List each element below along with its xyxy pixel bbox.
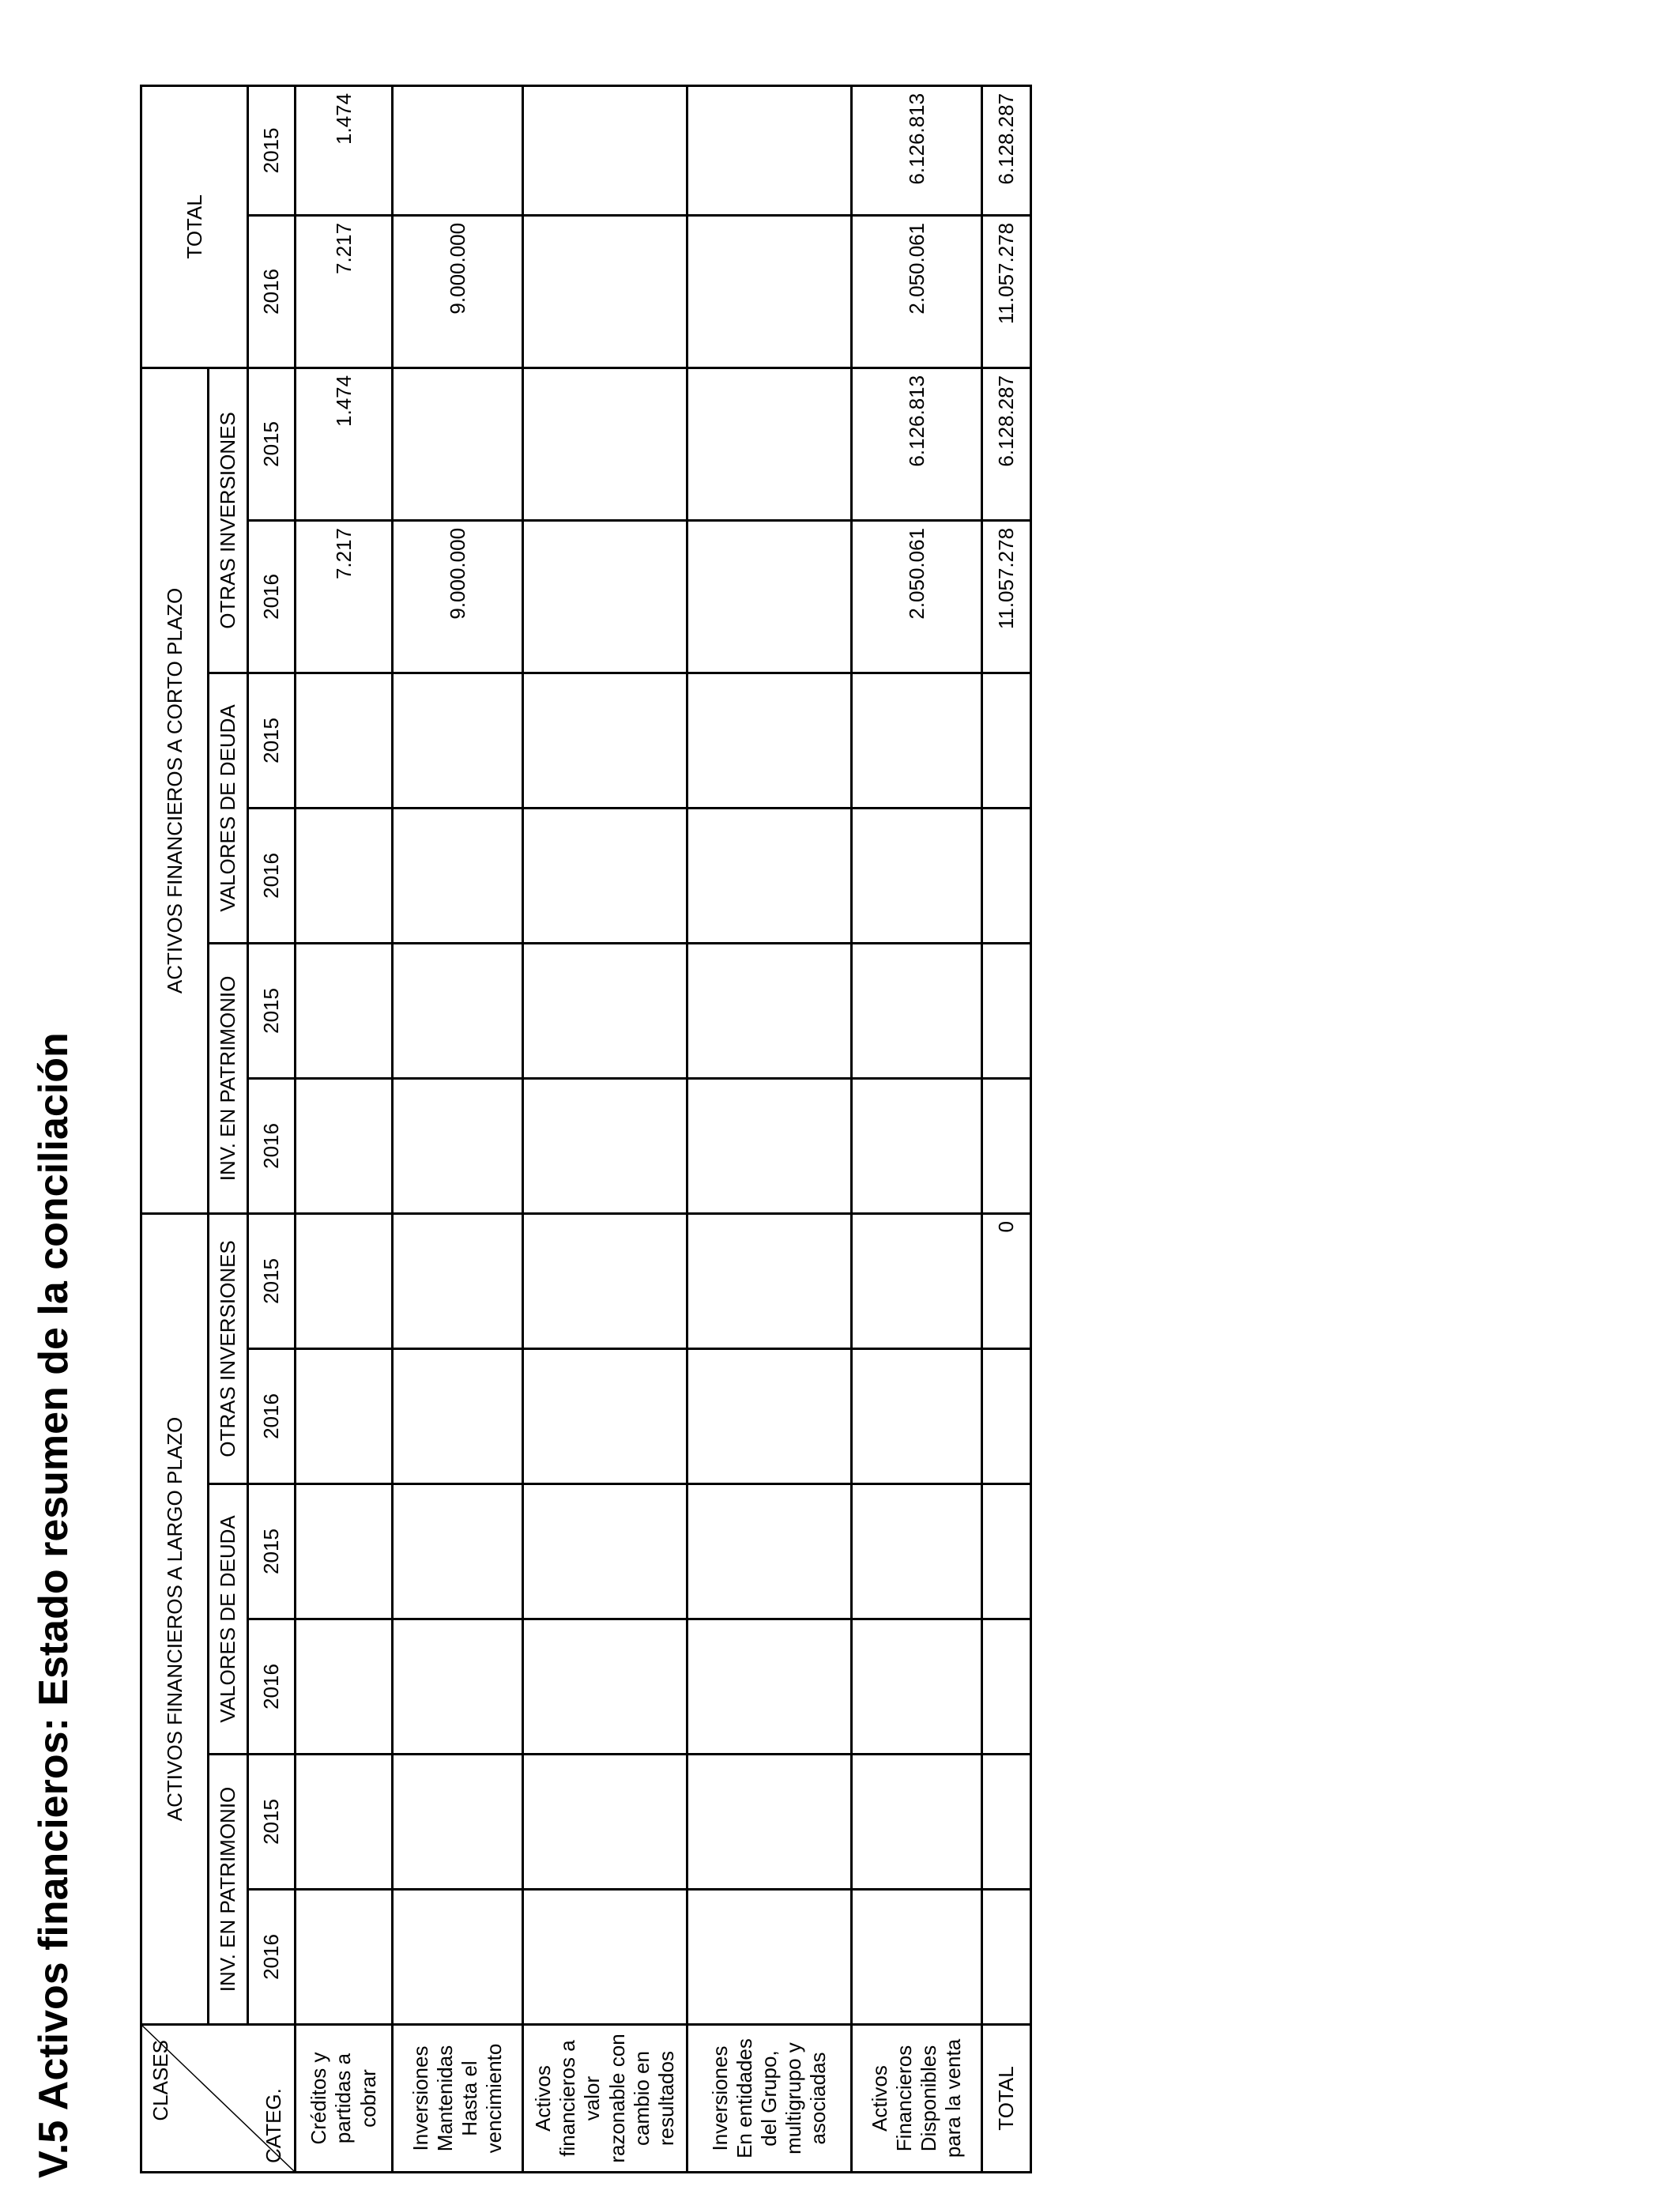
total-cell [982,808,1031,943]
value-cell [852,808,982,943]
row-label: Créditos y partidas a cobrar [296,2025,393,2173]
value-cell: 9.000.000 [393,520,523,673]
total-cell [982,1349,1031,1484]
page-title: V.5 Activos financieros: Estado resumen de la conciliación [31,1032,77,2178]
year-header-2015: 2015 [248,85,296,215]
value-cell [687,1755,852,1890]
total-cell [982,1890,1031,2025]
row-label: Activos financieros a valor razonable con cambio en resultados [523,2025,687,2173]
lp-otras-inversiones-header: OTRAS INVERSIONES [209,1213,248,1483]
year-header-2016: 2016 [248,1078,296,1213]
total-cell: 6.128.287 [982,85,1031,215]
value-cell [687,1619,852,1755]
year-header-2015: 2015 [248,1755,296,1890]
total-cell [982,673,1031,808]
total-cell [982,1484,1031,1619]
year-header-2016: 2016 [248,1619,296,1755]
categ-label: CATEG. [262,2088,285,2163]
value-cell [523,85,687,215]
row-label: Inversiones En entidades del Grupo, multigrupo y asociadas [687,2025,852,2173]
year-header-2016: 2016 [248,215,296,368]
cp-otras-inversiones-header: OTRAS INVERSIONES [209,368,248,673]
value-cell: 1.474 [296,85,393,215]
year-header-2015: 2015 [248,943,296,1078]
value-cell [852,1078,982,1213]
value-cell [393,1755,523,1890]
value-cell: 9.000.000 [393,215,523,368]
value-cell [687,943,852,1078]
cp-valores-deuda-header: VALORES DE DEUDA [209,673,248,943]
value-cell: 6.126.813 [852,368,982,520]
value-cell [687,368,852,520]
reconciliation-table [140,85,1032,2173]
value-cell [852,1484,982,1619]
value-cell [393,1484,523,1619]
table-row [852,85,982,2172]
row-label: Inversiones Mantenidas Hasta el vencimiento [393,2025,523,2173]
total-cell [982,1619,1031,1755]
value-cell [687,520,852,673]
value-cell [852,1619,982,1755]
value-cell [687,808,852,943]
year-header-2015: 2015 [248,1484,296,1619]
value-cell [687,215,852,368]
total-cell: 11.057.278 [982,520,1031,673]
value-cell [523,943,687,1078]
value-cell [523,1078,687,1213]
value-cell: 2.050.061 [852,520,982,673]
value-cell [393,808,523,943]
value-cell [523,1890,687,2025]
cp-inv-patrimonio-header: INV. EN PATRIMONIO [209,943,248,1213]
value-cell [296,943,393,1078]
year-header-2015: 2015 [248,673,296,808]
total-cell: 0 [982,1213,1031,1348]
value-cell [523,368,687,520]
value-cell [687,1349,852,1484]
total-cell [982,943,1031,1078]
value-cell [296,1078,393,1213]
lp-inv-patrimonio-header: INV. EN PATRIMONIO [209,1755,248,2025]
value-cell: 2.050.061 [852,215,982,368]
value-cell [296,1755,393,1890]
year-header-2016: 2016 [248,1349,296,1484]
value-cell [852,673,982,808]
value-cell [523,808,687,943]
value-cell [852,1890,982,2025]
value-cell [687,1484,852,1619]
year-header-2015: 2015 [248,1213,296,1348]
value-cell [687,1078,852,1213]
year-header-2016: 2016 [248,520,296,673]
value-cell: 7.217 [296,215,393,368]
total-cell [982,1078,1031,1213]
value-cell [393,85,523,215]
value-cell [852,1755,982,1890]
value-cell [852,943,982,1078]
year-header-2016: 2016 [248,1890,296,2025]
value-cell [687,1890,852,2025]
value-cell: 1.474 [296,368,393,520]
lp-valores-deuda-header: VALORES DE DEUDA [209,1484,248,1755]
table-row [523,85,687,2172]
row-label: Activos Financieros Disponibles para la venta [852,2025,982,2173]
value-cell [296,673,393,808]
value-cell [523,1619,687,1755]
value-cell [523,215,687,368]
value-cell [296,1484,393,1619]
value-cell [687,673,852,808]
value-cell: 6.126.813 [852,85,982,215]
value-cell [523,673,687,808]
table-row [687,85,852,2172]
value-cell [523,1213,687,1348]
year-header-2016: 2016 [248,808,296,943]
clases-label: CLASES [149,2040,172,2121]
total-row-label: TOTAL [982,2025,1031,2173]
total-cell: 6.128.287 [982,368,1031,520]
value-cell [393,943,523,1078]
year-header-2015: 2015 [248,368,296,520]
value-cell [296,1619,393,1755]
total-row [982,85,1031,2172]
value-cell [393,1890,523,2025]
total-cell: 11.057.278 [982,215,1031,368]
value-cell [852,1213,982,1348]
value-cell [523,1349,687,1484]
value-cell [296,808,393,943]
table-row [296,85,393,2172]
value-cell [393,1213,523,1348]
value-cell [523,1484,687,1619]
value-cell [296,1890,393,2025]
value-cell: 7.217 [296,520,393,673]
value-cell [393,1078,523,1213]
value-cell [523,520,687,673]
value-cell [393,368,523,520]
value-cell [393,1619,523,1755]
long-term-group-header: ACTIVOS FINANCIEROS A LARGO PLAZO [141,1213,209,2024]
value-cell [523,1755,687,1890]
value-cell [687,85,852,215]
value-cell [393,1349,523,1484]
total-group-header: TOTAL [141,85,248,368]
table-row [393,85,523,2172]
value-cell [393,673,523,808]
value-cell [296,1349,393,1484]
header-corner-cell [141,2025,296,2173]
value-cell [296,1213,393,1348]
total-cell [982,1755,1031,1890]
value-cell [852,1349,982,1484]
short-term-group-header: ACTIVOS FINANCIEROS A CORTO PLAZO [141,368,209,1213]
value-cell [687,1213,852,1348]
